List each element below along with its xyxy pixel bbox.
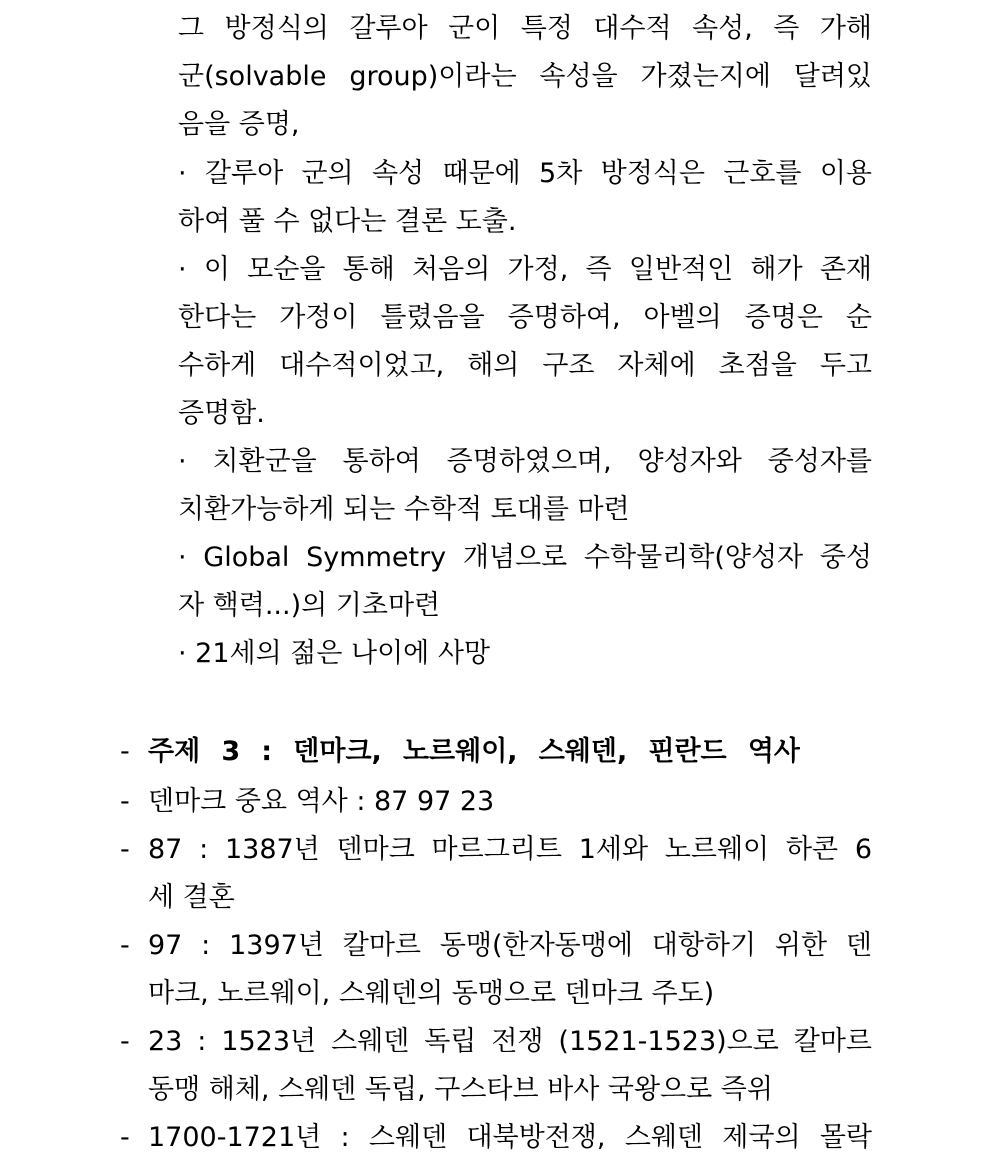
text-line: 23 : 1523년 스웨덴 독립 전쟁 (1521-1523)으로 칼마르 bbox=[148, 1026, 872, 1057]
text-line: · 이 모순을 통해 처음의 가정, 즉 일반적인 해가 존재 bbox=[178, 254, 872, 285]
dash-marker: - bbox=[120, 930, 130, 961]
dash-marker: - bbox=[120, 834, 130, 865]
text-line: 87 : 1387년 덴마크 마르그리트 1세와 노르웨이 하콘 6 bbox=[148, 834, 872, 865]
text-line: 증명함. bbox=[178, 398, 265, 429]
text-line: 자 핵력...)의 기초마련 bbox=[178, 590, 441, 621]
text-line: 동맹 해체, 스웨덴 독립, 구스타브 바사 국왕으로 즉위 bbox=[148, 1074, 773, 1105]
text-line: · 갈루아 군의 속성 때문에 5차 방정식은 근호를 이용 bbox=[178, 158, 872, 189]
dash-marker: - bbox=[120, 786, 130, 817]
text-line: 덴마크 중요 역사 : 87 97 23 bbox=[148, 786, 495, 817]
text-line: 97 : 1397년 칼마르 동맹(한자동맹에 대항하기 위한 덴 bbox=[148, 930, 872, 961]
section-heading: 주제 3 : 덴마크, 노르웨이, 스웨덴, 핀란드 역사 bbox=[148, 736, 800, 767]
text-line: · 치환군을 통하여 증명하였으며, 양성자와 중성자를 bbox=[178, 446, 872, 477]
text-line: 하여 풀 수 없다는 결론 도출. bbox=[178, 206, 517, 237]
text-line: 1700-1721년 : 스웨덴 대북방전쟁, 스웨덴 제국의 몰락 bbox=[148, 1122, 872, 1153]
text-line: · 21세의 젊은 나이에 사망 bbox=[178, 638, 491, 669]
text-line: 치환가능하게 되는 수학적 토대를 마련 bbox=[178, 494, 630, 525]
text-line: 그 방정식의 갈루아 군이 특정 대수적 속성, 즉 가해 bbox=[178, 13, 872, 44]
text-line: 한다는 가정이 틀렸음을 증명하여, 아벨의 증명은 순 bbox=[178, 302, 872, 333]
text-line: 군(solvable group)이라는 속성을 가졌는지에 달려있 bbox=[178, 61, 872, 92]
text-line: 세 결혼 bbox=[148, 882, 235, 913]
dash-marker: - bbox=[120, 1026, 130, 1057]
dash-marker: - bbox=[120, 736, 130, 767]
text-line: 수하게 대수적이었고, 해의 구조 자체에 초점을 두고 bbox=[178, 350, 872, 381]
text-line: · Global Symmetry 개념으로 수학물리학(양성자 중성 bbox=[178, 542, 872, 573]
dash-marker: - bbox=[120, 1122, 130, 1153]
text-line: 마크, 노르웨이, 스웨덴의 동맹으로 덴마크 주도) bbox=[148, 978, 715, 1009]
text-line: 음을 증명, bbox=[178, 109, 300, 140]
